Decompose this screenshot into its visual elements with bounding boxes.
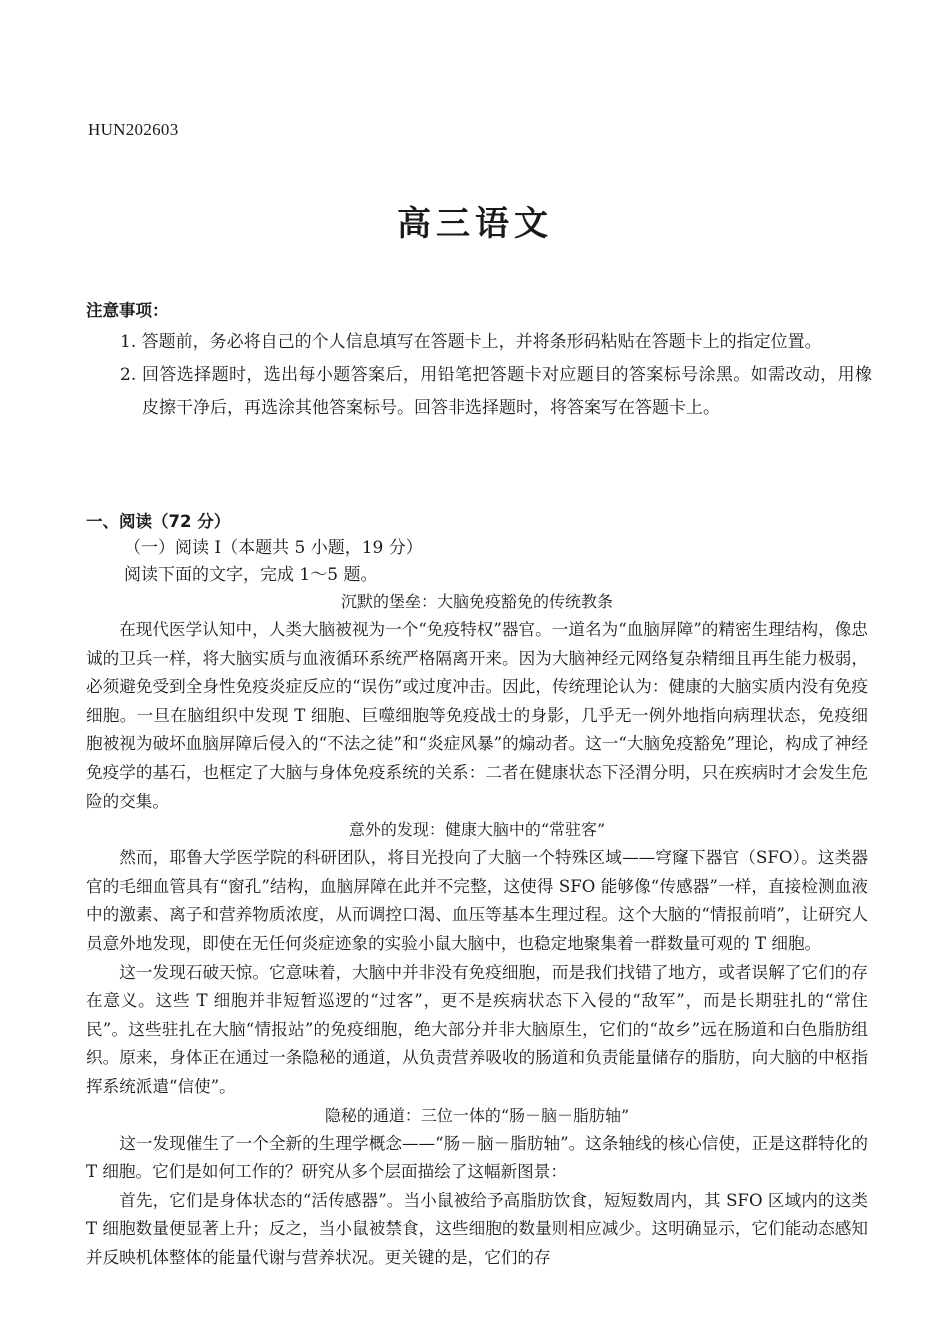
section-subheading: （一）阅读 I（本题共 5 小题，19 分）: [124, 538, 423, 558]
section-instruction: 阅读下面的文字，完成 1～5 题。: [124, 565, 378, 585]
notice-heading: 注意事项：: [86, 301, 169, 320]
notice-list: [120, 326, 872, 425]
notice-item: 1. 答题前，务必将自己的个人信息填写在答题卡上，并将条形码粘贴在答题卡上的指定位置。: [120, 332, 822, 352]
article-paragraph: 然而，耶鲁大学医学院的科研团队，将目光投向了大脑一个特殊区域——穹窿下器官（SFO）。这类器官的毛细血管具有“窗孔”结构，血脑屏障在此并不完整，这使得 SFO 能够像“传感器”一样，直接检测血液中的激素、离子和营养物质浓度，从而调控口渴、血压等基本生理过程。这个大脑的“情报前哨”，让研究人员意外地发现，即使在无任何炎症迹象的实验小鼠大脑中，也稳定地聚集着一群数量可观的 T 细胞。: [86, 848, 868, 953]
page-title: 高三语文: [397, 204, 553, 244]
article-paragraph: 这一发现石破天惊。它意味着，大脑中并非没有免疫细胞，而是我们找错了地方，或者误解了它们的存在意义。这些 T 细胞并非短暂巡逻的“过客”，更不是疾病状态下入侵的“敌军”，而是长期驻扎的“常住民”。这些驻扎在大脑“情报站”的免疫细胞，绝大部分并非大脑原生，它们的“故乡”远在肠道和白色脂肪组织。原来，身体正在通过一条隐秘的通道，从负责营养吸收的肠道和负责能量储存的脂肪，向大脑的中枢指挥系统派遣“信使”。: [86, 962, 868, 1096]
section-heading: 一、阅读（72 分）: [86, 512, 231, 531]
article: [86, 588, 868, 1272]
article-subtitle: 沉默的堡垒：大脑免疫豁免的传统教条: [340, 592, 613, 611]
article-subtitle: 隐秘的通道：三位一体的“肠－脑－脂肪轴”: [324, 1105, 630, 1125]
article-paragraph: 这一发现催生了一个全新的生理学概念——“肠－脑－脂肪轴”。这条轴线的核心信使，正是这群特化的 T 细胞。它们是如何工作的？研究从多个层面描绘了这幅新图景：: [86, 1133, 868, 1182]
article-paragraph: 首先，它们是身体状态的“活传感器”。当小鼠被给予高脂肪饮食，短短数周内，其 SFO 区域内的这类 T 细胞数量便显著上升；反之，当小鼠被禁食，这些细胞的数量则相应减少。这明确显示，它们能动态感知并反映机体整体的能量代谢与营养状况。更关键的是，它们的存: [86, 1190, 868, 1267]
article-subtitle: 意外的发现：健康大脑中的“常驻客”: [348, 820, 606, 840]
article-paragraph: 在现代医学认知中，人类大脑被视为一个“免疫特权”器官。一道名为“血脑屏障”的精密生理结构，像忠诚的卫兵一样，将大脑实质与血液循环系统严格隔离开来。因为大脑神经元网络复杂精细且再生能力极弱，必须避免受到全身性免疫炎症反应的“误伤”或过度冲击。因此，传统理论认为：健康的大脑实质内没有免疫细胞。一旦在脑组织中发现 T 细胞、巨噬细胞等免疫战士的身影，几乎无一例外地指向病理状态，免疫细胞被视为破坏血脑屏障后侵入的“不法之徒”和“炎症风暴”的煽动者。这一“大脑免疫豁免”理论，构成了神经免疫学的基石，也框定了大脑与身体免疫系统的关系：二者在健康状态下泾渭分明，只在疾病时才会发生危险的交集。: [86, 620, 868, 811]
notice-item: 2. 回答选择题时，选出每小题答案后，用铅笔把答题卡对应题目的答案标号涂黑。如需改动，用橡皮擦干净后，再选涂其他答案标号。回答非选择题时，将答案写在答题卡上。: [120, 365, 872, 418]
exam-code: HUN202603: [88, 120, 179, 139]
